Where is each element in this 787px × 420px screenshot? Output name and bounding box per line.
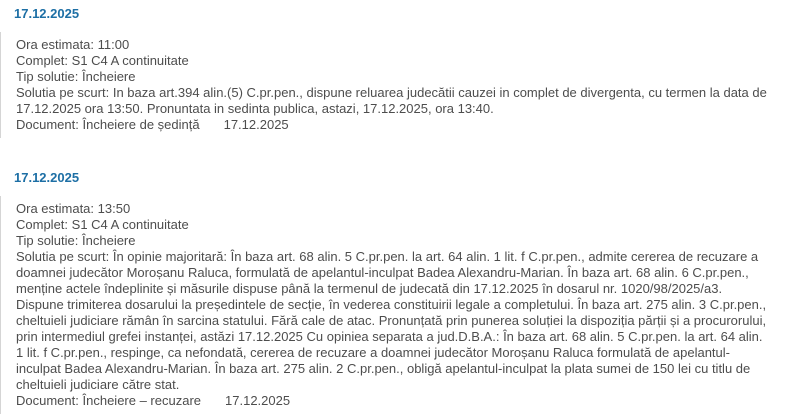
hearing-entry (0, 6, 787, 138)
ora-estimata-line (16, 201, 771, 217)
document-date: 17.12.2025 (225, 393, 291, 408)
ora-estimata-label: Ora estimata: (16, 201, 95, 216)
complet-value: S1 C4 A continuitate (71, 217, 189, 232)
complet-label: Complet: (16, 53, 69, 68)
complet-line (16, 217, 771, 233)
solutie-line (16, 85, 771, 117)
solutie-label: Solutia pe scurt: (16, 85, 110, 100)
ora-estimata-value: 13:50 (97, 201, 131, 216)
complet-line (16, 53, 771, 69)
ora-estimata-line (16, 37, 771, 53)
solutie-text: In baza art.394 alin.(5) C.pr.pen., dispune reluarea judecătii cauzei in complet de divergenta, cu termen la data de 17.12.2025 ora 13:50. Pronuntata in sedinta publica, astazi, 17.12.2025, ora 13:40. (16, 85, 767, 116)
document-date: 17.12.2025 (223, 117, 289, 132)
document-label: Document: (16, 117, 79, 132)
hearing-details (0, 32, 787, 138)
ora-estimata-label: Ora estimata: (16, 37, 95, 52)
solutie-label: Solutia pe scurt: (16, 249, 110, 264)
tip-solutie-line (16, 69, 771, 85)
tip-solutie-value: Încheiere (82, 233, 136, 248)
complet-value: S1 C4 A continuitate (71, 53, 189, 68)
document-label: Document: (16, 393, 79, 408)
solutie-text: În opinie majoritară: În baza art. 68 alin. 5 C.pr.pen. la art. 64 alin. 1 lit. f C.pr.pen., admite cererea de recuzare a doamnei judecător Moroșanu Raluca, formulată de apelantul-inculpat Badea Alexandru-Marian. În baza art. 68 alin. 6 C.pr.pen., menține actele îndeplinite și măsurile dispuse până la termenul de judecată din 17.12.2025 în dosarul nr. 1020/98/2025/a3. Dispune trimiterea dosarului la președintele de secție, în vederea constituirii legale a completului. În baza art. 275 alin. 3 C.pr.pen., cheltuieli judiciare rămân în sarcina statului. Fără cale de atac. Pronunțată prin punerea soluției la dispoziția părții și a procurorului, prin intermediul grefei instanței, astăzi 17.12.2025 Cu opiniea separata a jud.D.B.A.: În baza art. 68 alin. 5 C.pr.pen. la art. 64 alin. 1 lit. f C.pr.pen., respinge, ca nefondată, cererea de recuzare a doamnei judecător Moroșanu Raluca formulată de apelantul-inculpat Badea Alexandru-Marian. În baza art. 275 alin. 2 C.pr.pen., obligă apelantul-inculpat la plata sumei de 150 lei cu titlu de cheltuieli judiciare către stat. (16, 249, 767, 392)
tip-solutie-label: Tip solutie: (16, 69, 79, 84)
hearing-date-link[interactable]: 17.12.2025 (14, 6, 80, 21)
document-line (16, 117, 771, 133)
ora-estimata-value: 11:00 (97, 37, 130, 52)
solutie-line (16, 249, 771, 393)
hearing-entry (0, 170, 787, 414)
complet-label: Complet: (16, 217, 69, 232)
tip-solutie-label: Tip solutie: (16, 233, 79, 248)
document-name: Încheiere – recuzare (82, 393, 202, 408)
document-name: Încheiere de ședință (82, 117, 200, 132)
tip-solutie-line (16, 233, 771, 249)
hearing-date-link[interactable]: 17.12.2025 (14, 170, 80, 185)
tip-solutie-value: Încheiere (82, 69, 136, 84)
hearing-details (0, 196, 787, 414)
document-line (16, 393, 771, 409)
